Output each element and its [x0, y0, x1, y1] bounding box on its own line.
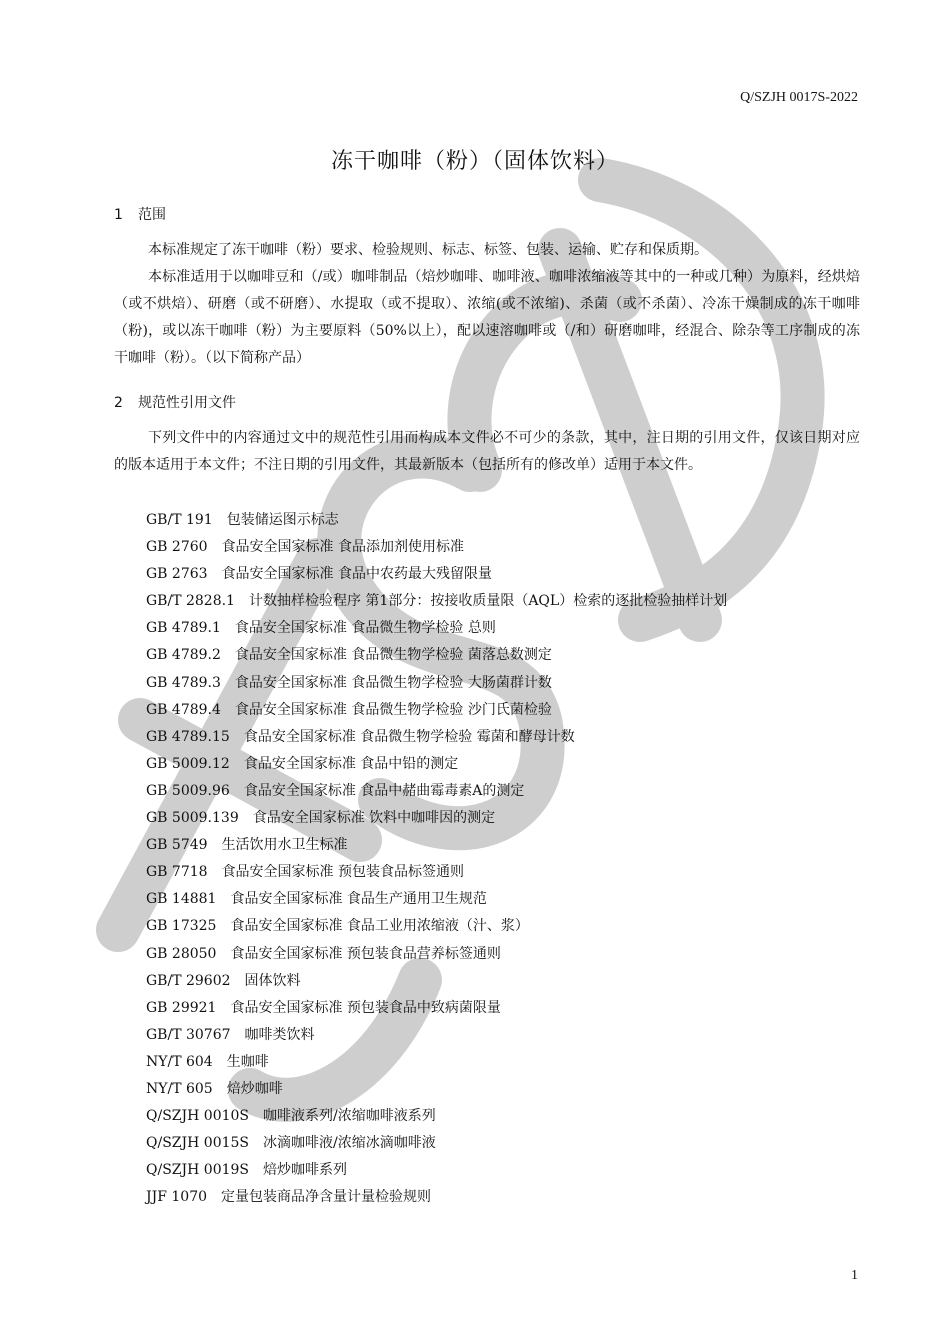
reference-title: 食品安全国家标准 食品微生物学检验 总则	[234, 620, 496, 637]
page-number: 1	[851, 1268, 858, 1283]
reference-code: GB 7718	[146, 864, 208, 881]
reference-code: GB/T 30767	[146, 1026, 231, 1043]
reference-title: 食品安全国家标准 食品中赭曲霉毒素A的测定	[243, 782, 525, 799]
reference-title: 食品安全国家标准 食品中铅的测定	[243, 755, 459, 772]
references-intro-paragraph: 下列文件中的内容通过文中的规范性引用而构成本文件必不可少的条款，其中，注日期的引用文件，仅该日期对应的版本适用于本文件；不注日期的引用文件，其最新版本（包括所有的修改单）适用于本文件。	[114, 430, 860, 473]
reference-title: 食品安全国家标准 食品工业用浓缩液（汁、浆）	[230, 918, 529, 935]
reference-title: 生咖啡	[226, 1053, 269, 1070]
reference-title: 咖啡类饮料	[244, 1026, 315, 1043]
reference-title: 食品安全国家标准 食品添加剂使用标准	[221, 539, 465, 556]
reference-title: 固体饮料	[244, 972, 301, 989]
reference-item	[146, 832, 727, 859]
reference-title: 食品安全国家标准 预包装食品营养标签通则	[230, 945, 501, 962]
reference-code: NY/T 604	[146, 1053, 213, 1070]
reference-code: GB 28050	[146, 945, 217, 962]
reference-title: 包装储运图示标志	[226, 512, 339, 528]
reference-code: NY/T 605	[146, 1080, 213, 1097]
reference-code: GB 4789.4	[146, 701, 221, 718]
reference-item	[146, 588, 727, 615]
reference-code: Q/SZJH 0019S	[146, 1162, 250, 1179]
reference-item	[146, 968, 727, 995]
reference-code: JJF 1070	[146, 1189, 208, 1206]
reference-title: 食品安全国家标准 预包装食品中致病菌限量	[230, 999, 501, 1016]
reference-list	[146, 507, 727, 1211]
scope-paragraph-2: 本标准适用于以咖啡豆和（/或）咖啡制品（焙炒咖啡、咖啡液、咖啡浓缩液等其中的一种或几种）为原料，经烘焙（或不烘焙）、研磨（或不研磨）、水提取（或不提取）、浓缩(或不浓缩)、杀菌（或不杀菌）、冷冻干燥制成的冻干咖啡（粉)，或以冻干咖啡（粉）为主要原料（50%以上），配以速溶咖啡或（/和）研磨咖啡，经混合、除杂等工序制成的冻干咖啡（粉）。（以下简称产品）	[114, 269, 860, 366]
reference-code: GB 4789.15	[146, 728, 230, 745]
reference-item	[146, 534, 727, 561]
reference-item	[146, 507, 727, 534]
reference-title: 食品安全国家标准 食品微生物学检验 沙门氏菌检验	[234, 701, 552, 718]
reference-item	[146, 1022, 727, 1049]
reference-item	[146, 805, 727, 832]
reference-code: GB 4789.1	[146, 620, 221, 637]
reference-code: GB/T 2828.1	[146, 593, 235, 610]
reference-item	[146, 1076, 727, 1103]
reference-code: Q/SZJH 0015S	[146, 1135, 250, 1152]
reference-item	[146, 886, 727, 913]
reference-item	[146, 941, 727, 968]
reference-item	[146, 995, 727, 1022]
reference-item	[146, 1130, 727, 1157]
reference-code: GB 4789.2	[146, 647, 221, 664]
reference-code: GB 5009.139	[146, 810, 239, 827]
reference-code: GB 5009.96	[146, 782, 230, 799]
reference-code: GB 14881	[146, 891, 217, 908]
reference-item	[146, 1049, 727, 1076]
section-number: 1	[114, 207, 123, 223]
section-title: 范围	[138, 207, 166, 223]
reference-item	[146, 642, 727, 669]
reference-code: GB/T 191	[146, 512, 213, 528]
reference-item	[146, 670, 727, 697]
reference-title: 食品安全国家标准 食品微生物学检验 霉菌和酵母计数	[243, 728, 575, 745]
reference-item	[146, 859, 727, 886]
document-title: 冻干咖啡（粉）（固体饮料）	[330, 149, 619, 174]
section-heading-references	[114, 392, 236, 412]
reference-code: GB 5749	[146, 837, 208, 854]
reference-title: 定量包装商品净含量计量检验规则	[221, 1189, 432, 1206]
reference-title: 食品安全国家标准 饮料中咖啡因的测定	[252, 810, 496, 827]
reference-item	[146, 751, 727, 778]
section-heading-scope	[114, 204, 166, 224]
reference-title: 食品安全国家标准 食品微生物学检验 菌落总数测定	[234, 647, 552, 664]
document-code: Q/SZJH 0017S-2022	[740, 90, 858, 105]
reference-item	[146, 561, 727, 588]
reference-title: 咖啡液系列/浓缩咖啡液系列	[263, 1108, 436, 1125]
reference-title: 食品安全国家标准 食品微生物学检验 大肠菌群计数	[234, 674, 552, 691]
reference-item	[146, 1157, 727, 1184]
reference-code: Q/SZJH 0010S	[146, 1108, 250, 1125]
section-number: 2	[114, 395, 123, 411]
reference-title: 冰滴咖啡液/浓缩冰滴咖啡液	[263, 1135, 436, 1152]
reference-title: 焙炒咖啡系列	[263, 1162, 348, 1179]
reference-code: GB 2760	[146, 539, 208, 556]
scope-paragraph-1: 本标准规定了冻干咖啡（粉）要求、检验规则、标志、标签、包装、运输、贮存和保质期。	[148, 242, 708, 258]
reference-title: 焙炒咖啡	[226, 1080, 283, 1097]
reference-code: GB 17325	[146, 918, 217, 935]
reference-code: GB/T 29602	[146, 972, 231, 989]
reference-title: 计数抽样检验程序 第1部分：按接收质量限（AQL）检索的逐批检验抽样计划	[248, 593, 728, 610]
reference-item	[146, 615, 727, 642]
reference-title: 食品安全国家标准 预包装食品标签通则	[221, 864, 465, 881]
reference-title: 食品安全国家标准 食品生产通用卫生规范	[230, 891, 487, 908]
section-title: 规范性引用文件	[138, 395, 236, 411]
reference-title: 食品安全国家标准 食品中农药最大残留限量	[221, 566, 493, 583]
reference-item	[146, 778, 727, 805]
reference-item	[146, 1184, 727, 1211]
reference-code: GB 5009.12	[146, 755, 230, 772]
reference-item	[146, 724, 727, 751]
reference-code: GB 2763	[146, 566, 208, 583]
reference-code: GB 29921	[146, 999, 217, 1016]
reference-item	[146, 697, 727, 724]
reference-item	[146, 913, 727, 940]
reference-item	[146, 1103, 727, 1130]
reference-title: 生活饮用水卫生标准	[221, 837, 348, 854]
reference-code: GB 4789.3	[146, 674, 221, 691]
